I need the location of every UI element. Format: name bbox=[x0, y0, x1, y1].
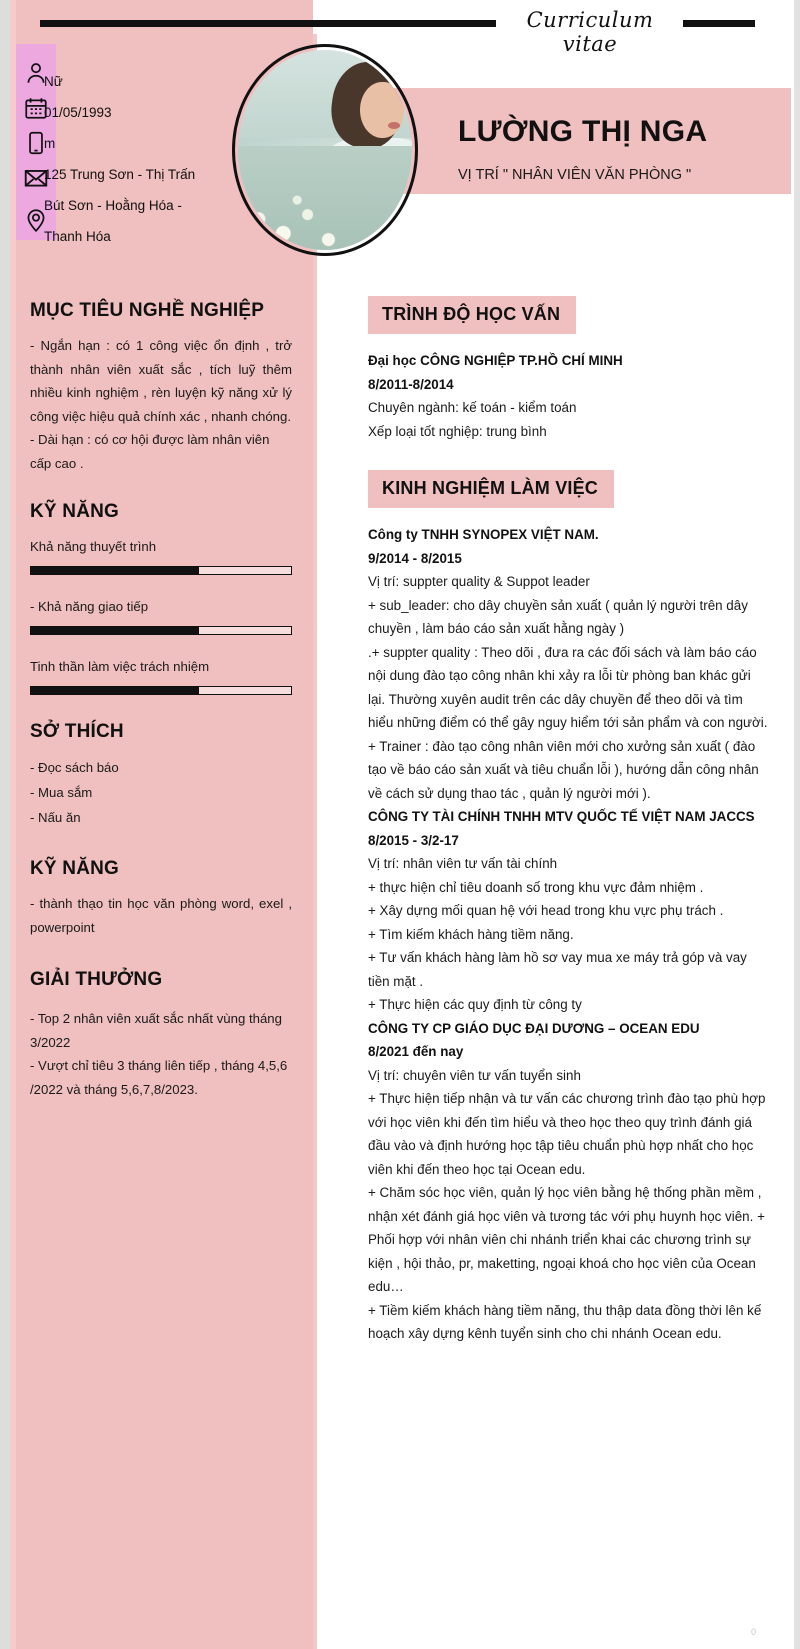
skill-label: Tinh thần làm việc trách nhiệm bbox=[30, 659, 210, 674]
left-outer-edge bbox=[0, 0, 10, 1649]
job-company: CÔNG TY CP GIÁO DỤC ĐẠI DƯƠNG – OCEAN EDU bbox=[368, 1020, 700, 1036]
skill-progress-bar bbox=[30, 566, 292, 575]
skills-section bbox=[30, 501, 292, 695]
right-outer-edge bbox=[794, 0, 800, 1649]
skill-label: - Khả năng giao tiếp bbox=[30, 599, 149, 614]
job-dates: 8/2015 - 3/2-17 bbox=[368, 832, 459, 848]
awards-heading: GIẢI THƯỞNG bbox=[30, 969, 163, 990]
skill-progress-fill bbox=[30, 686, 199, 695]
education-dates: 8/2011-8/2014 bbox=[368, 376, 454, 392]
header-rule-left bbox=[40, 20, 496, 27]
footer-mark: 0 bbox=[750, 1627, 756, 1637]
job-company: Công ty TNHH SYNOPEX VIỆT NAM. bbox=[368, 527, 599, 542]
awards-section bbox=[30, 969, 292, 1101]
career-objective-short-term: - Ngắn hạn : có 1 công việc ổn định , trở thành nhân viên xuất sắc , tích luỹ thêm nhiều kinh nghiệm , rèn luyện kỹ năng xử lý công việc hiệu quả chính xác , nhanh chóng. bbox=[30, 338, 292, 424]
contact-address-line-3: Thanh Hóa bbox=[44, 229, 111, 244]
photo-lips bbox=[388, 122, 400, 129]
experience-section bbox=[368, 470, 768, 1346]
computer-skills-text: - thành thạo tin học văn phòng word, exel , powerpoint bbox=[30, 896, 292, 935]
hobbies-section bbox=[30, 721, 292, 830]
contact-gender: Nữ bbox=[44, 74, 63, 89]
job-bullet: + Xây dựng mối quan hệ với head trong khu vực phụ trách . bbox=[368, 903, 724, 918]
job-dates: 9/2014 - 8/2015 bbox=[368, 550, 462, 566]
contact-address-line-2: Bút Sơn - Hoằng Hóa - bbox=[44, 198, 182, 213]
photo-flowers bbox=[238, 146, 412, 250]
skill-item bbox=[30, 535, 292, 575]
skill-item bbox=[30, 595, 292, 635]
hobby-item: - Đọc sách báo bbox=[30, 760, 119, 775]
job-bullet: + Trainer : đào tạo công nhân viên mới cho xưởng sản xuất ( đào tạo về báo cáo sản xuất và tiêu chuẩn lỗi ), hướng dẫn công nhân về cách sử dụng thao tác , quản lý người mới ). bbox=[368, 738, 759, 801]
left-column bbox=[30, 300, 292, 1127]
experience-job bbox=[368, 805, 768, 1017]
hobby-item: - Mua sắm bbox=[30, 785, 93, 800]
job-bullet: + thực hiện chỉ tiêu doanh số trong khu vực đảm nhiệm . bbox=[368, 879, 704, 895]
hobbies-heading: SỞ THÍCH bbox=[30, 721, 124, 742]
career-objective-long-term: - Dài hạn : có cơ hội được làm nhân viên cấp cao . bbox=[30, 432, 270, 471]
contact-birthdate: 01/05/1993 bbox=[44, 105, 112, 120]
experience-job bbox=[368, 1017, 768, 1346]
right-column bbox=[368, 296, 768, 1346]
job-bullet: + Thực hiện tiếp nhận và tư vấn các chương trình đào tạo phù hợp với học viên khi đến tìm hiểu và theo học theo quy trình đánh giá đầu vào và định hướng học tập tiêu chuẩn phù hợp nhất cho học viên khi đến theo học tại Ocean edu. bbox=[368, 1091, 766, 1177]
job-company: CÔNG TY TÀI CHÍNH TNHH MTV QUỐC TẾ VIỆT NAM JACCS bbox=[368, 809, 755, 824]
curriculum-vitae-title: Curriculum vitae bbox=[526, 8, 654, 56]
photo-face bbox=[360, 82, 404, 138]
job-role: Vị trí: nhân viên tư vấn tài chính bbox=[368, 856, 558, 871]
job-bullet: + Tìm kiếm khách hàng tiềm năng. bbox=[368, 926, 574, 942]
section-gap bbox=[368, 443, 768, 470]
education-section bbox=[368, 296, 768, 443]
job-bullet: + Tiềm kiếm khách hàng tiềm năng, thu thập data đồng thời lên kế hoạch xây dựng kênh tuyển sinh cho chi nhánh Ocean edu. bbox=[368, 1302, 762, 1341]
job-role: Vị trí: chuyên viên tư vấn tuyển sinh bbox=[368, 1067, 581, 1083]
skills-heading: KỸ NĂNG bbox=[30, 501, 120, 522]
career-objective-section bbox=[30, 300, 292, 475]
contact-email: m bbox=[44, 136, 56, 151]
computer-skills-section bbox=[30, 858, 292, 939]
experience-heading: KINH NGHIỆM LÀM VIỆC bbox=[368, 470, 614, 508]
contact-address-line-1: 125 Trung Sơn - Thị Trấn bbox=[44, 167, 196, 182]
skill-progress-bar bbox=[30, 626, 292, 635]
header-rule-right bbox=[683, 20, 755, 27]
job-dates: 8/2021 đến nay bbox=[368, 1044, 464, 1059]
skill-progress-bar bbox=[30, 686, 292, 695]
left-inner-edge bbox=[10, 0, 16, 1649]
job-bullet: + sub_leader: cho dây chuyền sản xuất ( quản lý người trên dây chuyền , làm báo cáo sản xuất hằng ngày ) bbox=[368, 597, 748, 636]
job-bullet: + Thực hiện các quy định từ công ty bbox=[368, 997, 582, 1012]
skill-label: Khả năng thuyết trình bbox=[30, 539, 157, 554]
career-objective-heading: MỤC TIÊU NGHỀ NGHIỆP bbox=[30, 300, 265, 321]
education-major: Chuyên ngành: kế toán - kiểm toán bbox=[368, 400, 577, 415]
job-bullet: + Chăm sóc học viên, quản lý học viên bằng hệ thống phần mềm , nhận xét đánh giá học viên và tương tác với phụ huynh học viên. + Phối hợp với nhân viên chi nhánh triển khai các chương trình sự kiện , hội thảo, pr, maketting, ngoại khoá cho học viên của Ocean edu… bbox=[368, 1185, 765, 1294]
hobby-item: - Nấu ăn bbox=[30, 810, 81, 825]
education-heading: TRÌNH ĐỘ HỌC VẤN bbox=[368, 296, 576, 334]
experience-job bbox=[368, 523, 768, 805]
job-bullet: .+ suppter quality : Theo dõi , đưa ra các đối sách và làm báo cáo nội dung đào tạo công nhân khi xảy ra lỗi từ phòng ban khác gửi lại. Thường xuyên audit trên các dây chuyền để theo dõi và tìm hiểu những điểm có thể gây nguy hiểm tới sản phẩm và con người. bbox=[368, 644, 768, 730]
award-item: - Top 2 nhân viên xuất sắc nhất vùng tháng 3/2022 bbox=[30, 1011, 282, 1050]
skill-item bbox=[30, 655, 292, 695]
job-position-subtitle: VỊ TRÍ " NHÂN VIÊN VĂN PHÒNG " bbox=[458, 167, 692, 183]
job-bullet: + Tư vấn khách hàng làm hồ sơ vay mua xe máy trả góp và vay tiền mặt . bbox=[368, 950, 747, 989]
skill-progress-fill bbox=[30, 566, 199, 575]
education-school: Đại học CÔNG NGHIỆP TP.HỒ CHÍ MINH bbox=[368, 353, 623, 368]
page-title: LƯỜNG THỊ NGA bbox=[458, 115, 708, 148]
education-grade: Xếp loại tốt nghiệp: trung bình bbox=[368, 423, 547, 439]
job-role: Vị trí: suppter quality & Suppot leader bbox=[368, 574, 590, 589]
skill-progress-fill bbox=[30, 626, 199, 635]
computer-skills-heading: KỸ NĂNG bbox=[30, 858, 120, 879]
profile-photo bbox=[238, 50, 412, 250]
award-item: - Vượt chỉ tiêu 3 tháng liên tiếp , tháng 4,5,6 /2022 và tháng 5,6,7,8/2023. bbox=[30, 1058, 288, 1097]
